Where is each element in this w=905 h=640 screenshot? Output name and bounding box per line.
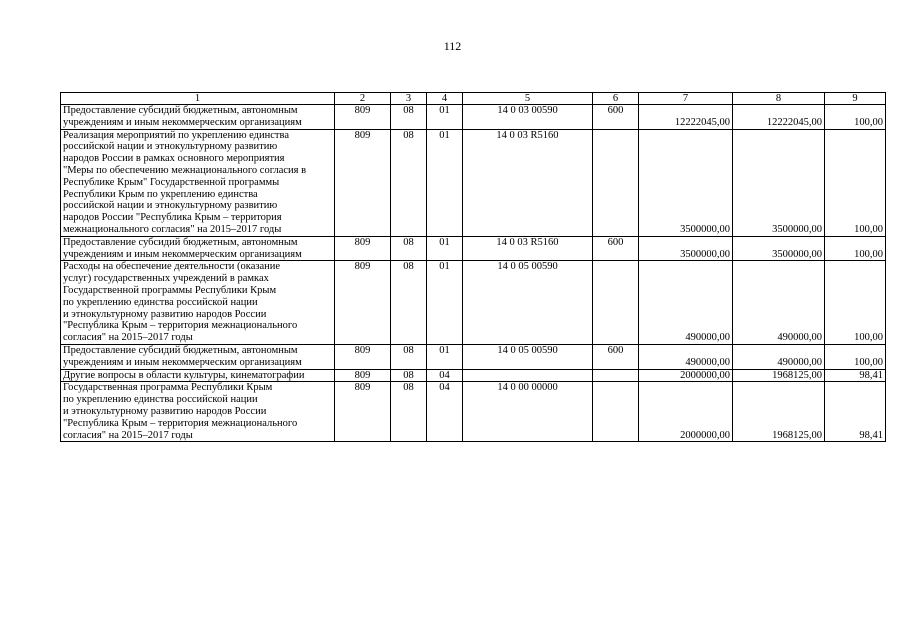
executed-amount-cell: 3500000,00 [733,129,825,236]
executed-amount-cell: 1968125,00 [733,369,825,382]
executed-amount-cell: 3500000,00 [733,236,825,261]
subsection-cell: 04 [427,382,463,442]
description-line: услуг) государственных учреждений в рамках [63,273,269,285]
description-line: и этнокультурному развитию народов России [63,308,267,320]
ministry-code-cell: 809 [335,369,391,382]
description-line: "Республика Крым – территория межнационального [63,320,298,332]
target-article-cell: 14 0 00 00000 [463,382,593,442]
row-description [61,105,335,130]
description-line: согласия" на 2015–2017 годы [63,332,193,344]
ministry-code-cell: 809 [335,236,391,261]
section-cell: 08 [391,105,427,130]
target-article-cell: 14 0 05 00590 [463,344,593,369]
description-line: Другие вопросы в области культуры, кинематографии [63,369,305,381]
table-row [61,236,886,261]
description-line: межнационального согласия" на 2015–2017 годы [63,223,282,235]
ministry-code-cell: 809 [335,382,391,442]
description-line: народов России "Республика Крым – территория [63,212,282,224]
target-article-cell: 14 0 03 R5160 [463,236,593,261]
section-cell: 08 [391,344,427,369]
executed-amount-cell: 490000,00 [733,261,825,345]
execution-percent-cell: 100,00 [825,236,886,261]
description-line: Республике Крым" Государственной программы [63,176,280,188]
description-line: народов России в рамках основного мероприятия [63,153,285,165]
header-cell: 7 [639,93,733,105]
row-description [61,369,335,382]
subsection-cell: 01 [427,129,463,236]
description-line: Расходы на обеспечение деятельности (оказание [63,261,281,273]
description-line: "Республика Крым – территория межнационального [63,417,298,429]
execution-percent-cell: 100,00 [825,344,886,369]
section-cell: 08 [391,129,427,236]
header-cell: 6 [593,93,639,105]
executed-amount-cell: 490000,00 [733,344,825,369]
subsection-cell: 01 [427,236,463,261]
description-line: по укреплению единства российской нации [63,296,258,308]
header-cell: 3 [391,93,427,105]
table-row [61,369,886,382]
executed-amount-cell: 1968125,00 [733,382,825,442]
planned-amount-cell: 3500000,00 [639,236,733,261]
planned-amount-cell: 490000,00 [639,344,733,369]
description-line: Республики Крым по укреплению единства [63,188,258,200]
target-article-cell: 14 0 03 R5160 [463,129,593,236]
planned-amount-cell: 3500000,00 [639,129,733,236]
description-line: Государственной программы Республики Крым [63,284,277,296]
planned-amount-cell: 490000,00 [639,261,733,345]
table-row [61,382,886,442]
description-line: Государственная программа Республики Крым [63,382,273,394]
description-line: российской нации и этнокультурному развитию [63,200,278,212]
planned-amount-cell: 12222045,00 [639,105,733,130]
target-article-cell [463,369,593,382]
planned-amount-cell: 2000000,00 [639,382,733,442]
target-article-cell: 14 0 03 00590 [463,105,593,130]
subsection-cell: 01 [427,344,463,369]
table-row [61,261,886,345]
header-cell: 8 [733,93,825,105]
section-cell: 08 [391,382,427,442]
description-line: учреждениям и иным некоммерческим организациям [63,248,302,260]
ministry-code-cell: 809 [335,261,391,345]
section-cell: 08 [391,236,427,261]
executed-amount-cell: 12222045,00 [733,105,825,130]
description-line: и этнокультурному развитию народов России [63,405,267,417]
table-row [61,129,886,236]
header-cell: 1 [61,93,335,105]
row-description [61,261,335,345]
subsection-cell: 01 [427,261,463,345]
planned-amount-cell: 2000000,00 [639,369,733,382]
table-header-row [61,93,886,105]
execution-percent-cell: 98,41 [825,382,886,442]
row-description [61,382,335,442]
expense-type-cell [593,129,639,236]
execution-percent-cell: 100,00 [825,105,886,130]
header-cell: 2 [335,93,391,105]
description-line: по укреплению единства российской нации [63,394,258,406]
header-cell: 9 [825,93,886,105]
table-row [61,344,886,369]
execution-percent-cell: 98,41 [825,369,886,382]
description-line: Предоставление субсидий бюджетным, автономным [63,105,298,116]
budget-table [60,92,886,442]
description-line: "Меры по обеспечению межнационального согласия в [63,164,307,176]
header-cell: 5 [463,93,593,105]
target-article-cell: 14 0 05 00590 [463,261,593,345]
execution-percent-cell: 100,00 [825,261,886,345]
subsection-cell: 01 [427,105,463,130]
description-line: учреждениям и иным некоммерческим организациям [63,356,302,368]
execution-percent-cell: 100,00 [825,129,886,236]
expense-type-cell [593,382,639,442]
expense-type-cell: 600 [593,344,639,369]
subsection-cell: 04 [427,369,463,382]
description-line: российской нации и этнокультурному развитию [63,141,278,153]
description-line: Реализация мероприятий по укреплению единства [63,129,289,141]
expense-type-cell: 600 [593,105,639,130]
expense-type-cell [593,369,639,382]
expense-type-cell: 600 [593,236,639,261]
row-description [61,344,335,369]
ministry-code-cell: 809 [335,105,391,130]
row-description [61,236,335,261]
ministry-code-cell: 809 [335,344,391,369]
header-cell: 4 [427,93,463,105]
description-line: согласия" на 2015–2017 годы [63,429,193,441]
row-description [61,129,335,236]
section-cell: 08 [391,369,427,382]
description-line: учреждениям и иным некоммерческим организациям [63,116,302,128]
page-number: 112 [443,39,462,53]
table-row [61,105,886,130]
ministry-code-cell: 809 [335,129,391,236]
section-cell: 08 [391,261,427,345]
description-line: Предоставление субсидий бюджетным, автономным [63,236,298,248]
expense-type-cell [593,261,639,345]
description-line: Предоставление субсидий бюджетным, автономным [63,344,298,356]
